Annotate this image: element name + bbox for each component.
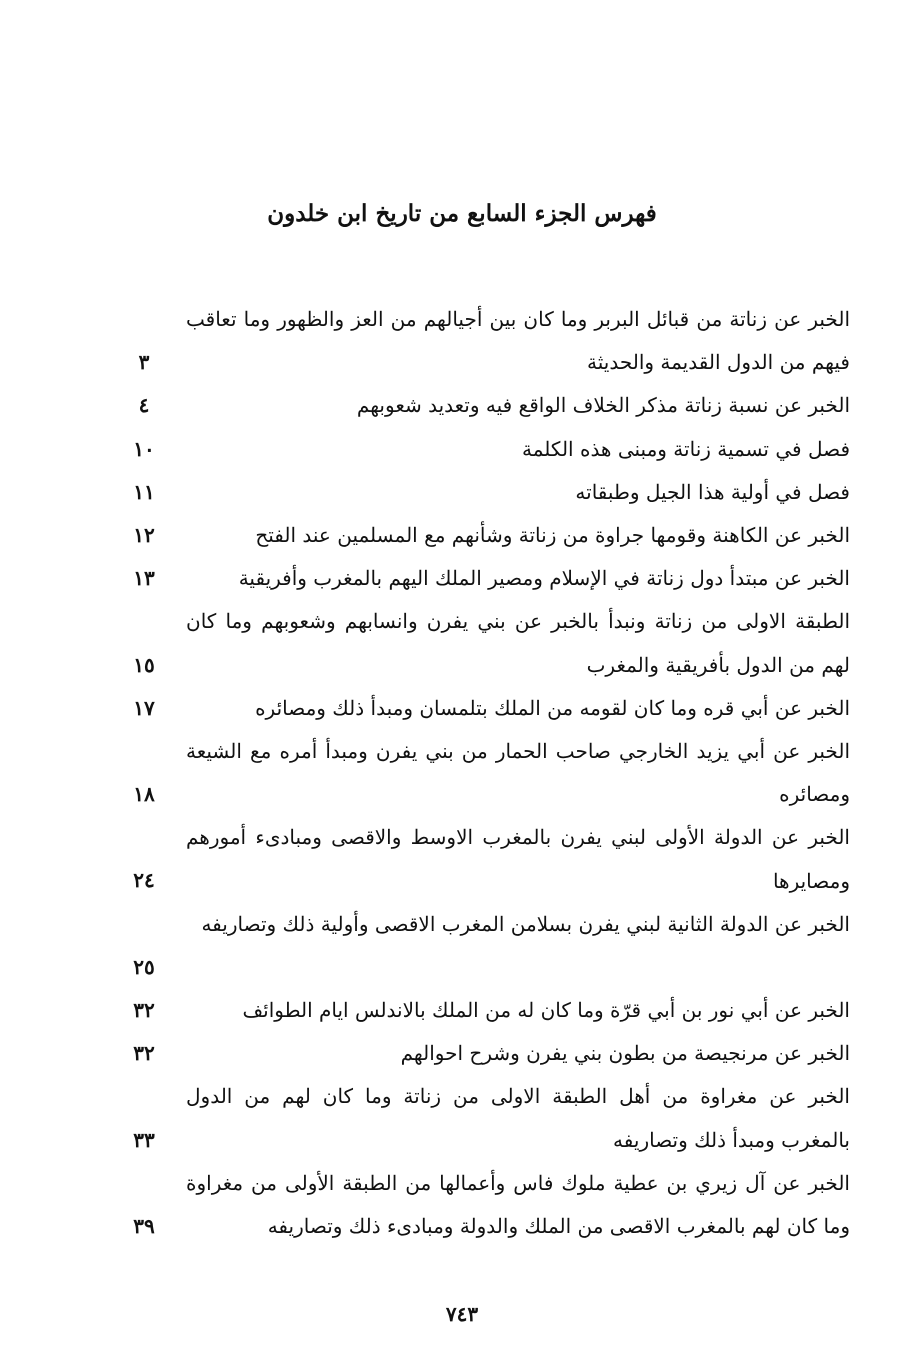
toc-entry-title: الخبر عن الدولة الأولى لبني يفرن بالمغرب الاوسط والاقصى ومبادىء أمورهم ومصايرها	[186, 825, 850, 893]
toc-entry-page: ٢٥	[133, 954, 155, 979]
toc-entry-page: ٣٢	[133, 1041, 155, 1066]
toc-entry-title: الخبر عن مرنجيصة من بطون بني يفرن وشرح احوالهم	[400, 1041, 850, 1066]
toc-entry-title: فصل في تسمية زناتة ومبنى هذه الكلمة	[522, 436, 850, 461]
toc-entry-12	[120, 989, 850, 1032]
toc-entry-5	[120, 514, 850, 557]
toc-entry-title: الخبر عن أبي قره وما كان لقومه من الملك بتلمسان ومبدأ ذلك ومصائره	[255, 695, 850, 720]
toc-entry-page: ٣٢	[133, 998, 155, 1023]
toc-entry-title: الخبر عن الدولة الثانية لبني يفرن بسلامن المغرب الاقصى وأولية ذلك وتصاريفه	[201, 911, 850, 936]
toc-entry-page: ١٠	[133, 436, 155, 461]
toc-entry-14	[120, 1075, 850, 1161]
toc-entry-title: الخبر عن مبتدأ دول زناتة في الإسلام ومصير الملك اليهم بالمغرب وأفريقية	[238, 566, 850, 591]
toc-entry-1	[120, 298, 850, 384]
toc-entry-page: ١٢	[133, 522, 155, 547]
toc-entry-title: الخبر عن مغراوة من أهل الطبقة الاولى من زناتة وما كان لهم من الدول بالمغرب ومبدأ ذلك وتصاريفه	[186, 1084, 850, 1152]
toc-entry-page: ٢٤	[133, 868, 155, 893]
toc-entry-13	[120, 1032, 850, 1075]
toc-entry-10	[120, 816, 850, 902]
toc-entry-page: ١٧	[133, 695, 155, 720]
toc-entry-title: الطبقة الاولى من زناتة ونبدأ بالخبر عن بني يفرن وانسابهم وشعوبهم وما كان لهم من الدول بأفريقية والمغرب	[186, 609, 850, 677]
toc-entry-3	[120, 428, 850, 471]
toc-entry-title: الخبر عن أبي يزيد الخارجي صاحب الحمار من بني يفرن ومبدأ أمره مع الشيعة ومصائره	[186, 738, 850, 807]
toc-entry-page: ٣٩	[133, 1214, 155, 1239]
page-number: ٧٤٣	[445, 1302, 479, 1326]
table-of-contents	[120, 298, 850, 1248]
toc-entry-2	[120, 384, 850, 427]
toc-entry-page: ٣	[138, 350, 150, 375]
toc-entry-title: الخبر عن الكاهنة وقومها جراوة من زناتة وشأنهم مع المسلمين عند الفتح	[255, 522, 850, 547]
toc-entry-4	[120, 471, 850, 514]
toc-entry-page: ١٣	[133, 566, 155, 591]
toc-entry-page: ٤	[138, 393, 150, 418]
toc-entry-8	[120, 687, 850, 730]
toc-entry-title: الخبر عن نسبة زناتة مذكر الخلاف الواقع فيه وتعديد شعوبهم	[356, 393, 850, 418]
toc-entry-page: ١٥	[133, 652, 155, 677]
toc-entry-6	[120, 557, 850, 600]
toc-entry-7	[120, 600, 850, 686]
page-title: فهرس الجزء السابع من تاريخ ابن خلدون	[267, 200, 657, 227]
toc-entry-title: فصل في أولية هذا الجيل وطبقاته	[575, 479, 850, 504]
toc-entry-page: ١١	[133, 479, 155, 504]
toc-entry-title: الخبر عن زناتة من قبائل البربر وما كان بين أجيالهم من العز والظهور وما تعاقب فيهم من الدول القديمة والحديثة	[186, 307, 850, 375]
toc-entry-title: الخبر عن آل زيري بن عطية ملوك فاس وأعمالها من الطبقة الأولى من مغراوة وما كان لهم بالمغرب الاقصى من الملك والدولة ومبادىء ذلك وتصاريفه	[186, 1170, 850, 1239]
toc-entry-15	[120, 1162, 850, 1248]
toc-entry-9	[120, 730, 850, 816]
toc-entry-page: ٣٣	[133, 1127, 155, 1152]
toc-entry-page: ١٨	[133, 782, 155, 807]
toc-entry-title: الخبر عن أبي نور بن أبي قرّة وما كان له من الملك بالاندلس ايام الطوائف	[242, 998, 850, 1023]
toc-entry-11	[120, 903, 850, 989]
